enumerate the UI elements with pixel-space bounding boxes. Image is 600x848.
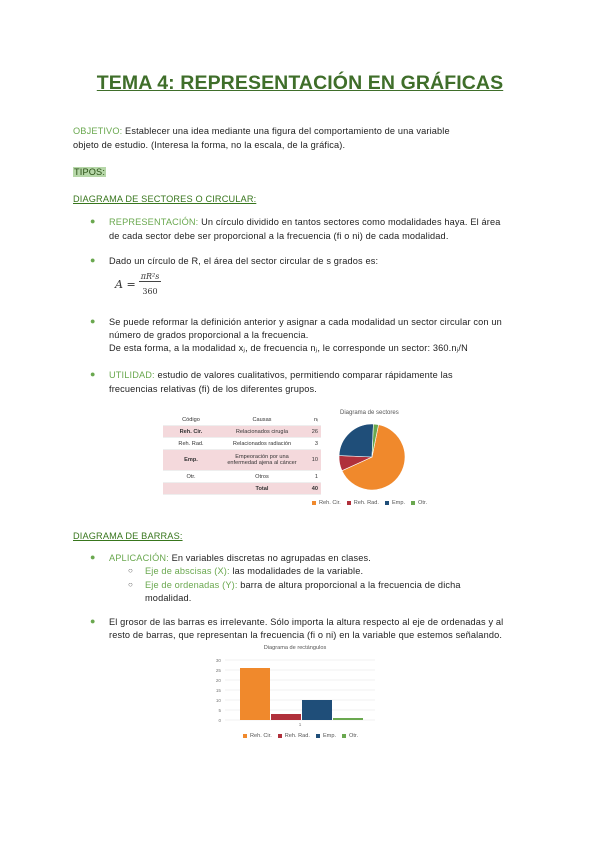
y-tick-label: 10 bbox=[215, 697, 221, 703]
objetivo-line-1 bbox=[73, 125, 450, 138]
objetivo-text-1: Establecer una idea mediante una figura del comportamiento de una variable bbox=[125, 126, 450, 136]
objetivo-label: OBJETIVO: bbox=[73, 126, 123, 136]
table-cell bbox=[163, 483, 219, 495]
pie-chart bbox=[310, 406, 440, 512]
legend-swatch bbox=[312, 501, 316, 505]
table-cell: Total bbox=[219, 483, 305, 495]
frequency-table bbox=[163, 414, 321, 495]
legend-item bbox=[312, 500, 341, 506]
bar-reh-rad bbox=[271, 714, 301, 720]
table-cell: 26 bbox=[305, 426, 321, 438]
y-tick-label: 25 bbox=[215, 667, 221, 673]
bar-legend bbox=[243, 733, 364, 739]
table-cell: 40 bbox=[305, 483, 321, 495]
x-axis-label: 1 bbox=[298, 722, 302, 727]
table-cell: Otros bbox=[219, 471, 305, 483]
legend-swatch bbox=[347, 501, 351, 505]
table-cell: Relacionados cirugía bbox=[219, 426, 305, 438]
formula-denominator: 360 bbox=[142, 287, 158, 296]
aplicacion-text: En variables discretas no agrupadas en clases. bbox=[171, 553, 372, 563]
sectores-b3-text-1: Se puede reformar la definición anterior y asignar a cada modalidad un sector circular con un bbox=[109, 317, 502, 327]
legend-item bbox=[243, 733, 272, 739]
barras-heading: DIAGRAMA DE BARRAS: bbox=[73, 531, 183, 541]
bar-chart-title: Diagrama de rectángulos bbox=[263, 645, 327, 651]
table-row bbox=[163, 483, 321, 495]
legend-label: Otr. bbox=[418, 500, 428, 506]
table-header: Código bbox=[163, 414, 219, 426]
bar-otr bbox=[333, 718, 363, 720]
table-header: Causas bbox=[219, 414, 305, 426]
legend-item bbox=[385, 500, 405, 506]
bullet-icon: ● bbox=[90, 552, 96, 562]
ordenadas-text-2: modalidad. bbox=[145, 593, 192, 603]
representacion-text-1: Un círculo dividido en tantos sectores como modalidades haya. El área bbox=[201, 217, 501, 227]
sectores-b4-line1 bbox=[109, 369, 453, 382]
frequency-table-wrap bbox=[163, 414, 321, 495]
table-header: nᵢ bbox=[305, 414, 321, 426]
barras-b2-text-1: El grosor de las barras es irrelevante. Sólo importa la altura respecto al eje de ordenadas y al bbox=[109, 617, 504, 627]
table-row bbox=[163, 450, 321, 471]
legend-item bbox=[411, 500, 427, 506]
bullet-icon: ● bbox=[90, 369, 96, 379]
legend-swatch bbox=[385, 501, 389, 505]
y-tick-label: 15 bbox=[215, 687, 221, 693]
legend-swatch bbox=[316, 734, 320, 738]
formula-lhs: A = bbox=[115, 278, 136, 291]
page-title: TEMA 4: REPRESENTACIÓN EN GRÁFICAS bbox=[96, 72, 504, 94]
legend-label: Emp. bbox=[322, 733, 337, 739]
bar-emp bbox=[302, 700, 332, 720]
legend-swatch bbox=[243, 734, 247, 738]
utilidad-text-2: frecuencias relativas (fi) de los diferentes grupos. bbox=[109, 384, 317, 394]
ordenadas-text-1: barra de altura proporcional a la frecuencia de dicha bbox=[240, 580, 461, 590]
formula-numerator: πR²s bbox=[140, 272, 160, 281]
utilidad-label: UTILIDAD: bbox=[109, 370, 155, 380]
table-cell: 10 bbox=[305, 450, 321, 471]
legend-item bbox=[316, 733, 336, 739]
sub-bullet-icon: ○ bbox=[128, 580, 133, 589]
bullet-icon: ● bbox=[90, 616, 96, 626]
sectores-b2-text: Dado un círculo de R, el área del sector circular de s grados es: bbox=[109, 256, 379, 266]
table-row bbox=[163, 438, 321, 450]
bullet-icon: ● bbox=[90, 255, 96, 265]
legend-swatch bbox=[342, 734, 346, 738]
table-cell: 3 bbox=[305, 438, 321, 450]
sectores-b3-text-2: número de grados proporcional a la frecuencia. bbox=[109, 330, 309, 340]
legend-item bbox=[347, 500, 379, 506]
legend-item bbox=[342, 733, 358, 739]
legend-label: Reh. Rad. bbox=[284, 733, 310, 739]
table-cell: Empeoración por una enfermedad ajena al cáncer bbox=[219, 450, 305, 471]
y-tick-label: 5 bbox=[218, 707, 221, 713]
ordenadas-label: Eje de ordenadas (Y): bbox=[145, 580, 238, 590]
pie-slice-emp bbox=[339, 424, 373, 457]
table-cell: Emp. bbox=[163, 450, 219, 471]
legend-swatch bbox=[411, 501, 415, 505]
table-cell: 1 bbox=[305, 471, 321, 483]
representacion-text-2: de cada sector debe ser proporcional a la frecuencia (fi o ni) de cada modalidad. bbox=[109, 231, 449, 241]
table-cell: Reh. Cir. bbox=[163, 426, 219, 438]
sub-bullet-icon: ○ bbox=[128, 566, 133, 575]
pie-chart-title: Diagrama de sectores bbox=[340, 410, 399, 416]
aplicacion-label: APLICACIÓN: bbox=[109, 553, 169, 563]
pie-svg bbox=[334, 422, 410, 492]
bar-svg bbox=[205, 654, 385, 734]
table-cell: Relacionados radiación bbox=[219, 438, 305, 450]
table-cell: Otr. bbox=[163, 471, 219, 483]
abscisas-label: Eje de abscisas (X): bbox=[145, 566, 230, 576]
barras-b1 bbox=[109, 552, 371, 565]
barras-s1 bbox=[145, 565, 363, 578]
abscisas-text: las modalidades de la variable. bbox=[232, 566, 364, 576]
legend-label: Emp. bbox=[391, 500, 406, 506]
barras-s2 bbox=[145, 579, 461, 592]
y-tick-label: 0 bbox=[218, 717, 221, 723]
bullet-icon: ● bbox=[90, 316, 96, 326]
table-row bbox=[163, 471, 321, 483]
legend-label: Otr. bbox=[349, 733, 359, 739]
sectores-b1-line1 bbox=[109, 216, 500, 229]
sectores-b3-text-3: De esta forma, a la modalidad xⱼ, de frecuencia nⱼ, le corresponde un sector: 360.nⱼ/N bbox=[109, 343, 468, 353]
barras-b2-text-2: resto de barras, que representan la frecuencia (fi o ni) en la variable que estemos señalando. bbox=[109, 630, 503, 640]
sectores-heading: DIAGRAMA DE SECTORES O CIRCULAR: bbox=[73, 194, 257, 204]
legend-swatch bbox=[278, 734, 282, 738]
pie-legend bbox=[312, 500, 433, 506]
bar-chart bbox=[205, 644, 385, 744]
legend-item bbox=[278, 733, 310, 739]
y-tick-label: 30 bbox=[215, 657, 221, 663]
table-cell: Reh. Rad. bbox=[163, 438, 219, 450]
objetivo-text-2: objeto de estudio. (Interesa la forma, no la escala, de la gráfica). bbox=[73, 140, 346, 150]
bullet-icon: ● bbox=[90, 216, 96, 226]
legend-label: Reh. Rad. bbox=[353, 500, 379, 506]
utilidad-text-1: estudio de valores cualitativos, permitiendo comparar rápidamente las bbox=[157, 370, 453, 380]
tipos-label: TIPOS: bbox=[74, 167, 106, 177]
bar-reh-cir bbox=[240, 668, 270, 720]
legend-label: Reh. Cir. bbox=[250, 733, 272, 739]
table-row bbox=[163, 426, 321, 438]
y-tick-label: 20 bbox=[215, 677, 221, 683]
legend-label: Reh. Cir. bbox=[319, 500, 341, 506]
representacion-label: REPRESENTACIÓN: bbox=[109, 217, 199, 227]
